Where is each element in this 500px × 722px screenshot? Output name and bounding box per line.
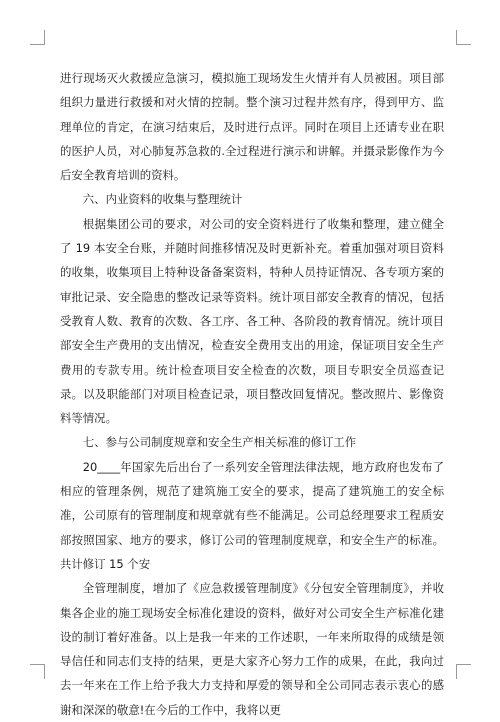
page-corner-mark-top-left — [30, 30, 45, 45]
page-corner-mark-bottom-left — [30, 664, 45, 679]
document-body — [60, 66, 444, 722]
page-corner-mark-top-right — [456, 30, 471, 45]
page-corner-mark-bottom-right — [456, 664, 471, 679]
paragraph-safety-records: 根据集团公司的要求，对公司的安全资料进行了收集和整理，建立健全了 19 本安全台账，并随时间推移情况及时更新补充。着重加强对项目资料的收集，收集项目上特种设备备案资料，特种人员持证情况、各专项方案的审批记录、安全隐患的整改记录等资料。统计项目部安全教育的情况，包括受教育人数、教育的次数、各工序、各工种、各阶段的教育情况。统计项目部安全生产费用的支出情况，检查安全费用支出的用途，保证项目安全生产费用的专款专用。统计检查项目安全检查的次数，项目专职安全员巡查记录。以及职能部门对项目检查记录，项目整改回复情况。整改照片、影像资料等情况。 — [60, 216, 444, 426]
paragraph-conclusion: 全管理制度，增加了《应急救援管理制度》《分包安全管理制度》，并收集各企业的施工现场安全标准化建设的资料，做好对公司安全生产标准化建设的制订着好准备。以上是我一年来的工作述职，一年来所取得的成绩是领导信任和同志们支持的结果，更是大家齐心努力工作的成果，在此，我向过去一年来在工作上给予我大力支持和厚爱的领导和全公司同志表示衷心的感谢和深深的敬意!在今后的工作中，我将以更 — [60, 581, 444, 717]
section-heading-six: 六、内业资料的收集与整理统计 — [82, 192, 243, 207]
paragraph-fire-drill: 进行现场灭火救援应急演习，模拟施工现场发生火情并有人员被困。项目部组织力量进行救援和对火情的控制。整个演习过程井然有序，得到甲方、监理单位的肯定，在演习结束后，及时进行点评。同时在项目上还请专业在职的医护人员，对心肺复苏急救的.全过程进行演示和讲解。并摄录影像作为今后安全教育培训的资料。 — [60, 71, 444, 183]
section-heading-seven: 七、参与公司制度规章和安全生产相关标准的修订工作 — [82, 435, 357, 450]
paragraph-regulations: 20____年国家先后出台了一系列安全管理法律法规，地方政府也发布了相应的管理条例，规范了建筑施工安全的要求，提高了建筑施工的安全标准，公司原有的管理制度和规章就有些不能满足。公司总经理要求工程质安部按照国家、地方的要求，修订公司的管理制度规章，和安全生产的标准。共计修订 15 个安 — [60, 459, 444, 571]
